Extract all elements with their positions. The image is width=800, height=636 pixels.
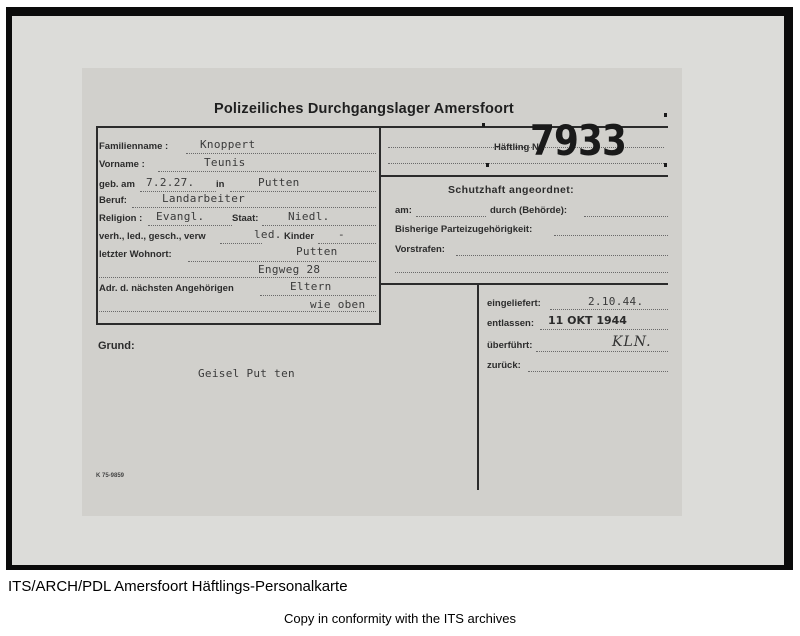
transferred-value: KLN. [612, 334, 652, 350]
reason-value: Geisel Put ten [198, 367, 295, 380]
prisoner-number-label: Häftling Nr. [494, 142, 545, 153]
surname-label: Familienname : [99, 141, 169, 152]
firstname-label: Vorname : [99, 159, 145, 170]
born-in-label: in [216, 179, 225, 190]
born-date-value: 7.2.27. [146, 176, 195, 189]
stamp-tick-bottom-left [486, 163, 489, 167]
stamp-tick-left [482, 123, 485, 127]
stamp-tick-top-right [664, 113, 667, 117]
left-box-bottom-border [96, 323, 381, 325]
released-stamp: 11 OKT 1944 [548, 314, 627, 327]
reason-label: Grund: [98, 340, 135, 352]
surname-value: Knoppert [200, 138, 256, 151]
stamp-tick-bottom-right [664, 163, 667, 167]
born-place-value: Putten [258, 176, 300, 189]
form-code: K 75-9859 [96, 473, 125, 479]
religion-label: Religion : [99, 213, 143, 224]
movement-top-rule [380, 283, 668, 285]
state-label: Staat: [232, 213, 259, 224]
residence-label: letzter Wohnort: [99, 249, 172, 260]
residence-street-value: Engweg 28 [258, 263, 321, 276]
custody-date-label: am: [395, 205, 412, 216]
copy-notice: Copy in conformity with the ITS archives [284, 611, 516, 626]
born-label: geb. am [99, 179, 135, 190]
children-value: - [338, 228, 345, 241]
prisoner-number-stamp: 7933 [530, 116, 626, 165]
state-value: Niedl. [288, 210, 330, 223]
relatives-value: Eltern [290, 280, 332, 293]
left-box-left-border [96, 126, 98, 324]
custody-authority-label: durch (Behörde): [490, 205, 568, 216]
admitted-value: 2.10.44. [588, 295, 644, 308]
transferred-label: überführt: [487, 340, 533, 351]
custody-top-rule [380, 175, 668, 177]
admitted-label: eingeliefert: [487, 298, 541, 309]
residence-town-value: Putten [296, 245, 338, 258]
occupation-label: Beruf: [99, 195, 127, 206]
archive-caption: ITS/ARCH/PDL Amersfoort Häftlings-Personalkarte [8, 578, 348, 595]
released-label: entlassen: [487, 318, 534, 329]
relatives-label: Adr. d. nächsten Angehörigen [99, 283, 234, 294]
marital-value: led. [254, 228, 282, 241]
custody-heading: Schutzhaft angeordnet: [448, 184, 575, 196]
returned-label: zurück: [487, 360, 521, 371]
firstname-value: Teunis [204, 156, 246, 169]
personal-card [82, 68, 682, 516]
relatives-address-value: wie oben [310, 298, 366, 311]
party-label: Bisherige Parteizugehörigkeit: [395, 224, 533, 235]
movement-left-border [477, 284, 479, 490]
card-title: Polizeiliches Durchgangslager Amersfoort [214, 101, 514, 117]
religion-value: Evangl. [156, 210, 205, 223]
occupation-value: Landarbeiter [162, 192, 246, 205]
record-label: Vorstrafen: [395, 244, 445, 255]
children-label: Kinder [284, 231, 315, 242]
marital-label: verh., led., gesch., verw [99, 231, 206, 242]
left-box-right-border [379, 126, 381, 324]
